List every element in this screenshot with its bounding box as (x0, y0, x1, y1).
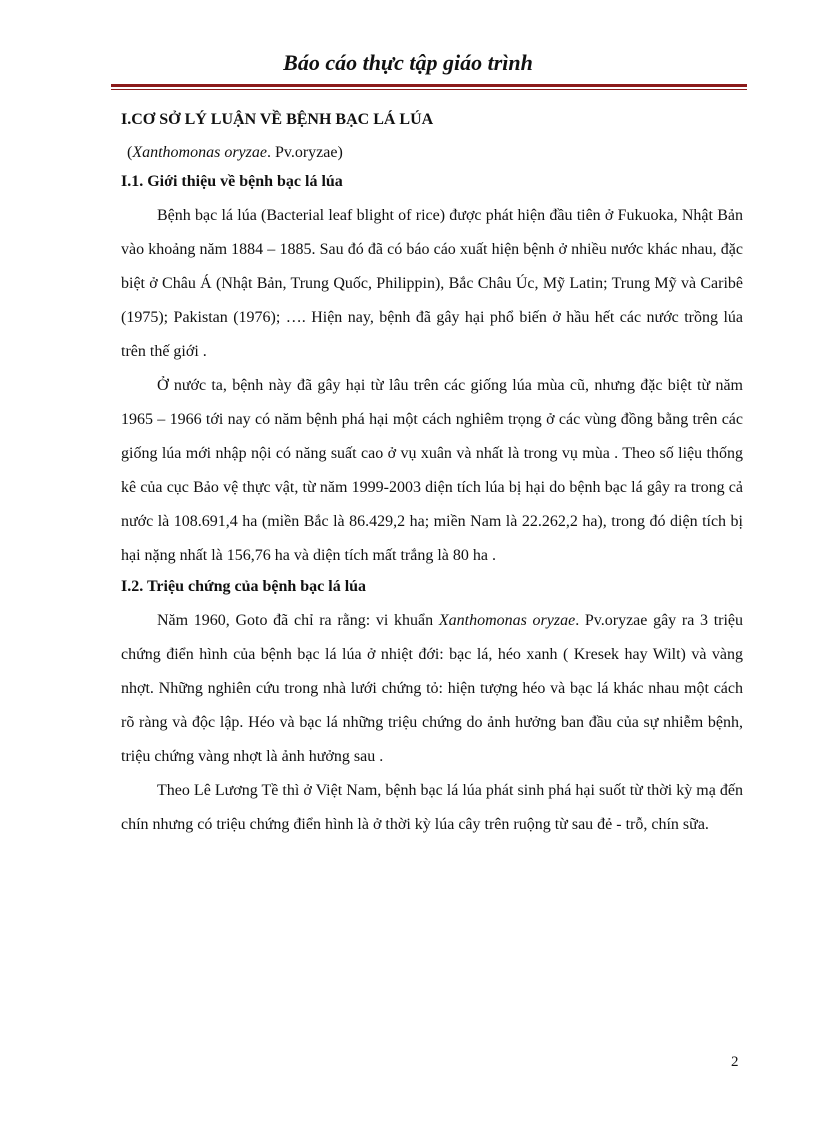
section-title: I.CƠ SỞ LÝ LUẬN VỀ BỆNH BẠC LÁ LÚA (121, 111, 434, 128)
goto-text-after: . Pv.oryzae gây ra 3 triệu chứng điển hình của bệnh bạc lá lúa ở nhiệt đới: bạc lá, héo xanh ( Kresek hay Wilt) và vàng nhợt. Những nghiên cứu trong nhà lưới chứng tỏ: hiện tượng héo và bạc lá khác nhau một cách rõ ràng và độc lập. Héo và bạc lá những triệu chứng do ảnh hưởng ban đầu của sự nhiễm bệnh, triệu chứng vàng nhợt là ảnh hưởng sau . (121, 612, 744, 765)
header-rule-thick (111, 84, 747, 87)
header-rule-thin (111, 89, 747, 90)
paragraph-vietnam: Ở nước ta, bệnh này đã gây hại từ lâu trên các giống lúa mùa cũ, nhưng đặc biệt từ năm 1965 – 1966 tới nay có năm bệnh phá hại một cách nghiêm trọng ở các vùng đồng bằng trên các giống lúa mới nhập nội có năng suất cao ở vụ xuân và nhất là trong vụ mùa . Theo số liệu thống kê của cục Bảo vệ thực vật, từ năm 1999-2003 diện tích lúa bị hại do bệnh bạc lá gây ra trong cả nước là 108.691,4 ha (miền Bắc là 86.429,2 ha; miền Nam là 22.262,2 ha), trong đó diện tích bị hại nặng nhất là 156,76 ha và diện tích mất trắng là 80 ha . (121, 377, 743, 564)
subtitle-open: ( (127, 144, 133, 161)
report-header-title: Báo cáo thực tập giáo trình (283, 50, 533, 75)
section-subtitle (127, 141, 743, 165)
subtitle-rest: . Pv.oryzae) (266, 144, 343, 161)
goto-species: Xanthomonas oryzae (438, 612, 576, 629)
goto-text-before: Năm 1960, Goto đã chỉ ra rằng: vi khuẩn (157, 612, 439, 629)
paragraph-le-luong-te: Theo Lê Lương Tề thì ở Việt Nam, bệnh bạc lá lúa phát sinh phá hại suốt từ thời kỳ mạ đến chín nhưng có triệu chứng điển hình là ở thời kỳ lúa cây trên ruộng từ sau đẻ - trỗ, chín sữa. (121, 782, 743, 833)
subsection-heading-1: I.1. Giới thiệu về bệnh bạc lá lúa (121, 173, 343, 190)
paragraph-goto (121, 604, 743, 774)
page-number: 2 (731, 1054, 739, 1070)
subsection-heading-2: I.2. Triệu chứng của bệnh bạc lá lúa (121, 578, 367, 595)
document-body (121, 108, 743, 842)
paragraph-history: Bệnh bạc lá lúa (Bacterial leaf blight of rice) được phát hiện đầu tiên ở Fukuoka, Nhật Bản vào khoảng năm 1884 – 1885. Sau đó đã có báo cáo xuất hiện bệnh ở nhiều nước khác nhau, đặc biệt ở Châu Á (Nhật Bản, Trung Quốc, Philippin), Bắc Châu Úc, Mỹ Latin; Trung Mỹ và Caribê (1975); Pakistan (1976); …. Hiện nay, bệnh đã gây hại phổ biến ở hầu hết các nước trồng lúa trên thế giới . (121, 207, 743, 360)
subtitle-species: Xanthomonas oryzae (132, 144, 267, 161)
